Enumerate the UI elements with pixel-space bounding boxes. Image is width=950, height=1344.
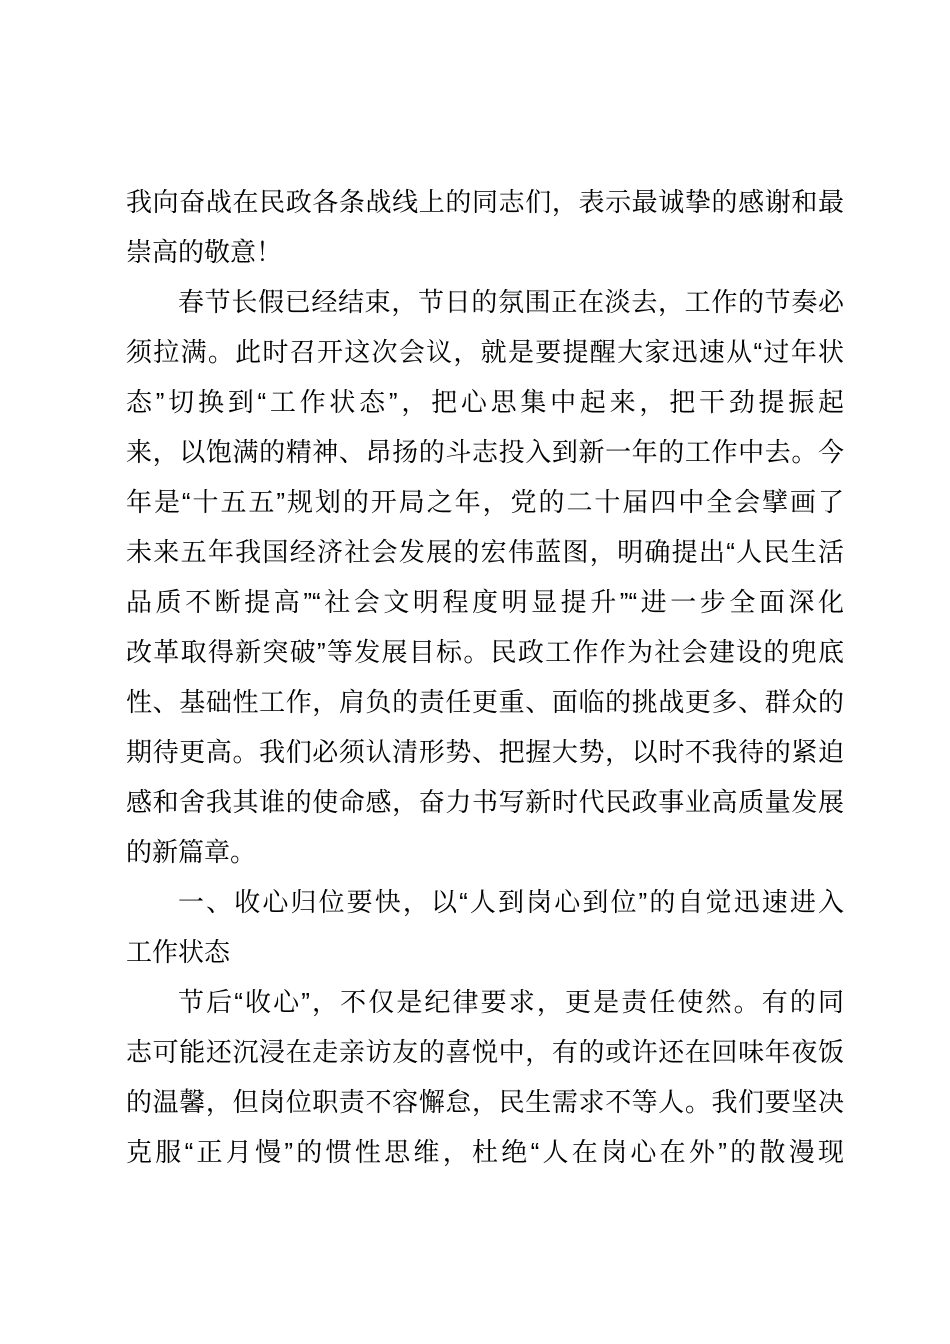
text-line: 态”切换到“工作状态”，把心思集中起来，把干劲提振起	[126, 387, 844, 417]
text-line: 工作状态	[126, 937, 231, 967]
document-text-block	[126, 177, 844, 1177]
text-line: 志可能还沉浸在走亲访友的喜悦中，有的或许还在回味年夜饭	[126, 1037, 844, 1067]
text-line: 春节长假已经结束，节日的氛围正在淡去，工作的节奏必	[178, 287, 844, 317]
text-line: 来，以饱满的精神、昂扬的斗志投入到新一年的工作中去。今	[126, 437, 844, 467]
text-line: 一、收心归位要快，以“人到岗心到位”的自觉迅速进入	[178, 887, 844, 917]
text-line: 我向奋战在民政各条战线上的同志们，表示最诚挚的感谢和最	[126, 187, 844, 217]
text-line: 性、基础性工作，肩负的责任更重、面临的挑战更多、群众的	[126, 687, 844, 717]
text-line: 崇高的敬意！	[126, 237, 283, 267]
text-line: 品质不断提高”“社会文明程度明显提升”“进一步全面深化	[126, 587, 844, 617]
text-line: 感和舍我其谁的使命感，奋力书写新时代民政事业高质量发展	[126, 787, 844, 817]
text-line: 改革取得新突破”等发展目标。民政工作作为社会建设的兜底	[126, 637, 844, 667]
text-line: 克服“正月慢”的惯性思维，杜绝“人在岗心在外”的散漫现	[126, 1137, 844, 1167]
text-line: 节后“收心”，不仅是纪律要求，更是责任使然。有的同	[178, 987, 844, 1017]
text-line: 年是“十五五”规划的开局之年，党的二十届四中全会擘画了	[126, 487, 844, 517]
text-line: 未来五年我国经济社会发展的宏伟蓝图，明确提出“人民生活	[126, 537, 844, 567]
text-line: 的新篇章。	[126, 837, 257, 867]
text-line: 期待更高。我们必须认清形势、把握大势，以时不我待的紧迫	[126, 737, 844, 767]
text-line: 须拉满。此时召开这次会议，就是要提醒大家迅速从“过年状	[126, 337, 844, 367]
text-line: 的温馨，但岗位职责不容懈怠，民生需求不等人。我们要坚决	[126, 1087, 844, 1117]
